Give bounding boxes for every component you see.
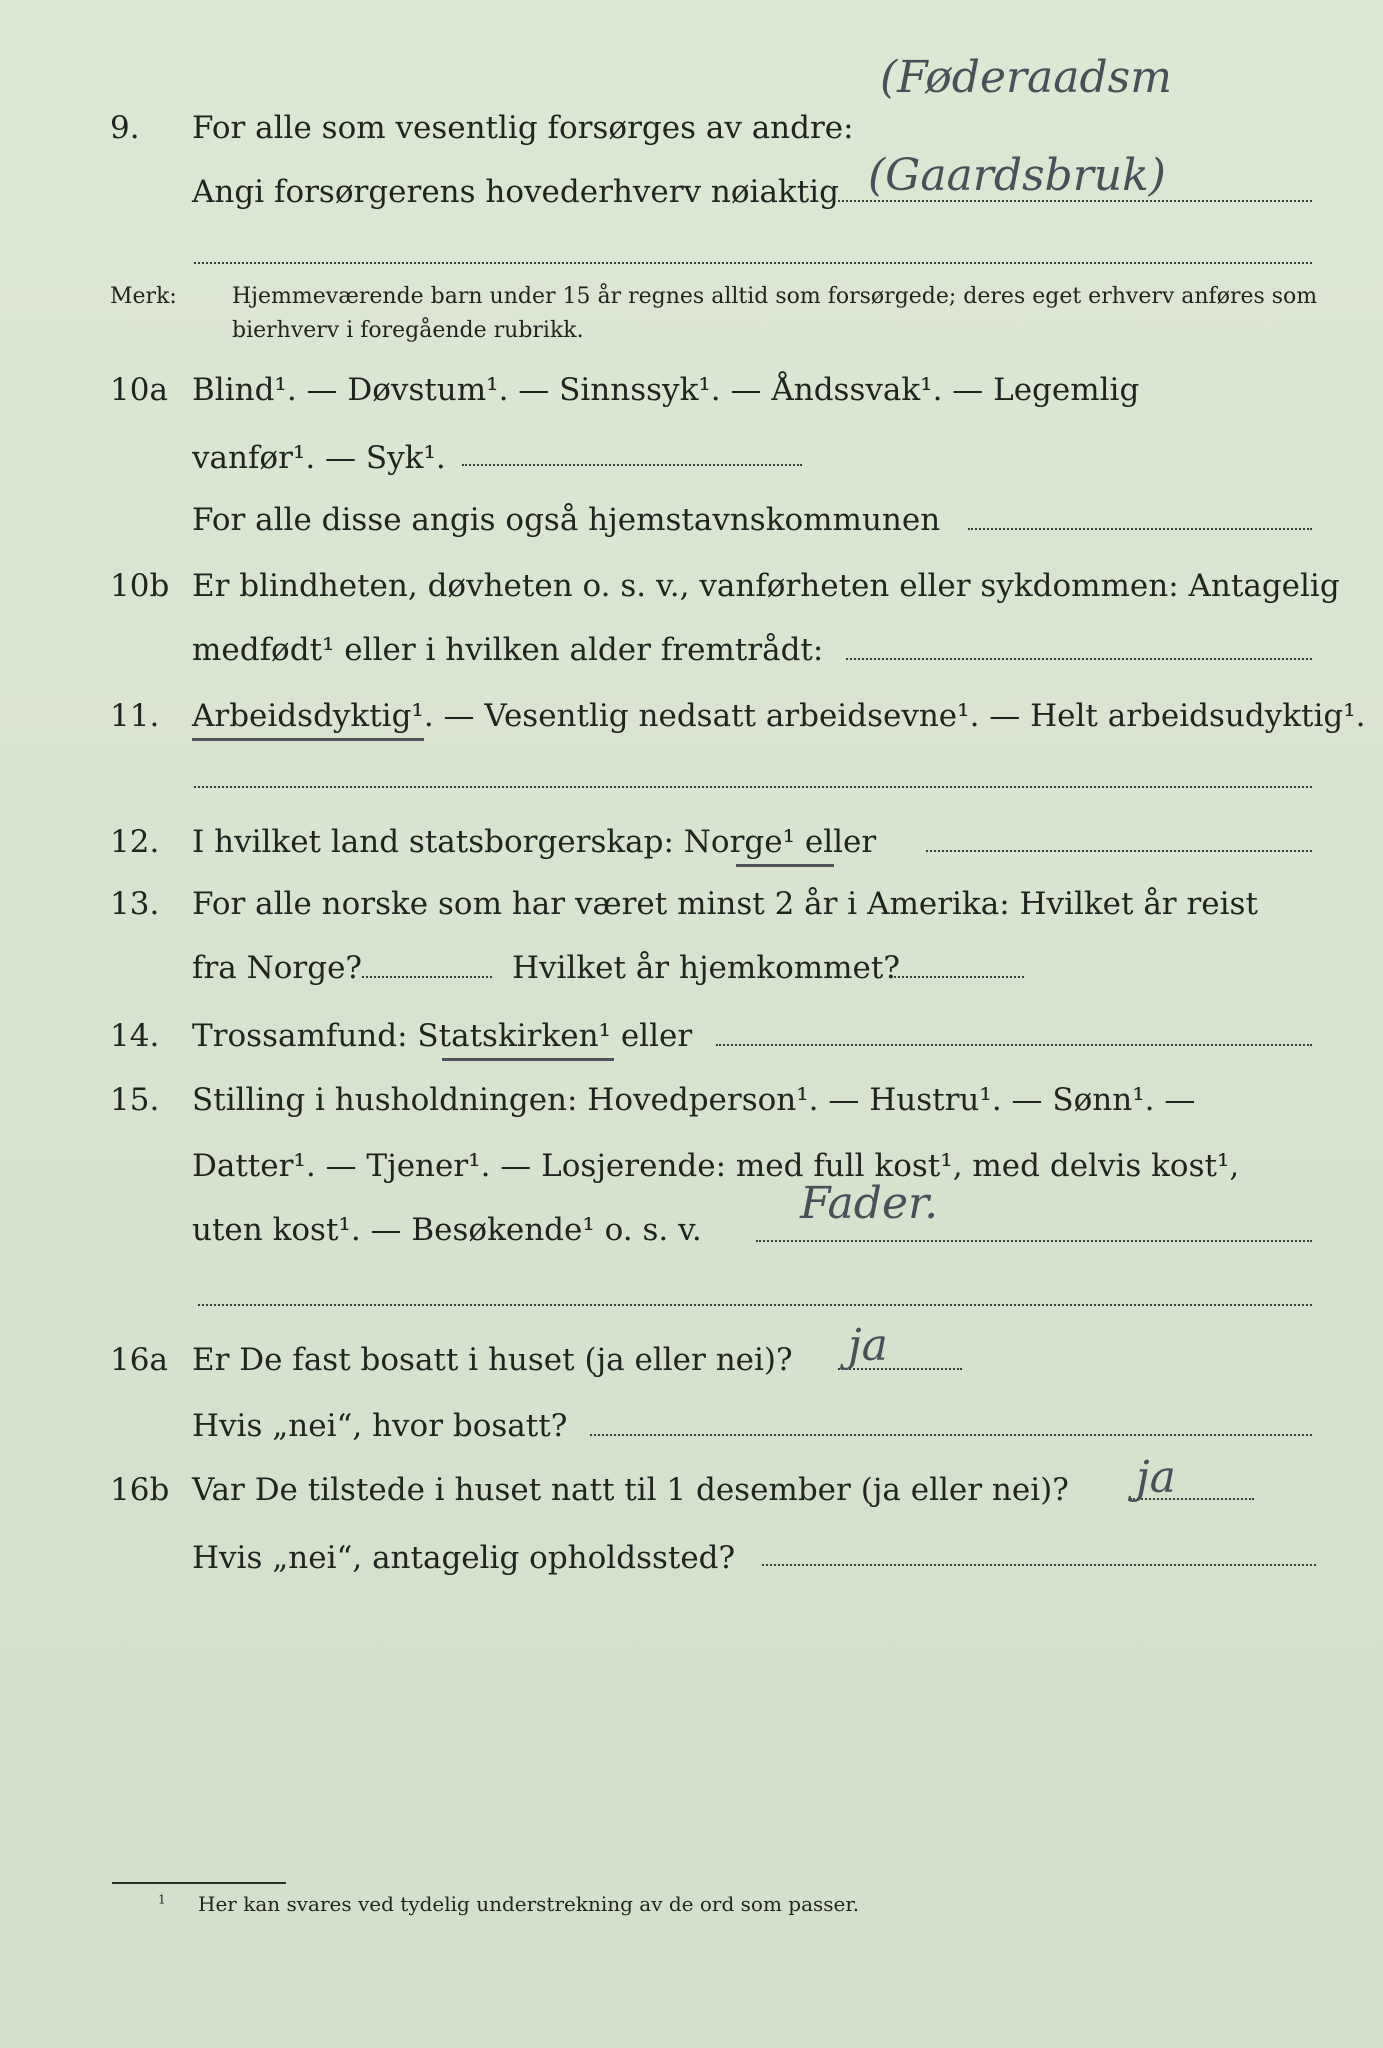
q9-number: 9.	[110, 110, 140, 146]
q16a-text-line1: Er De fast bosatt i huset (ja eller nei)?	[192, 1342, 793, 1378]
q9-text-line2: Angi forsørgerens hovederhverv nøiaktig	[192, 174, 839, 210]
q16b-text-line1: Var De tilstede i huset natt til 1 desember (ja eller nei)?	[192, 1472, 1069, 1508]
q12-line1	[0, 812, 1383, 872]
q10a-text-line3: For alle disse angis også hjemstavnskommunen	[192, 502, 941, 538]
q16a-line1	[0, 1330, 1383, 1390]
q16a-handwriting: ja	[848, 1320, 888, 1371]
q13-text-line2b: Hvilket år hjemkommet?	[512, 950, 900, 986]
q13-number: 13.	[110, 886, 160, 922]
q13-line1	[0, 874, 1383, 934]
q14-number: 14.	[110, 1018, 160, 1054]
q10a-syk-fill[interactable]	[462, 464, 802, 466]
q15-line3	[0, 1200, 1383, 1260]
q10b-text-line2: medfødt¹ eller i hvilken alder fremtrådt:	[192, 632, 824, 668]
q10a-kommune-fill[interactable]	[968, 528, 1312, 530]
footnote-mark: 1	[158, 1892, 166, 1907]
footnote-text: Her kan svares ved tydelig understrekning av de ord som passer.	[198, 1892, 860, 1916]
q10b-fill[interactable]	[846, 658, 1312, 660]
q16a-line2	[0, 1396, 1383, 1456]
q9-line1	[0, 98, 1383, 158]
q15-extra-line	[198, 1304, 1312, 1306]
q11-extra-line	[194, 786, 1312, 788]
q11-answer-underline	[192, 738, 424, 741]
q11-text-line1: Arbeidsdyktig¹. — Vesentlig nedsatt arbeidsevne¹. — Helt arbeidsudyktig¹.	[192, 698, 1366, 734]
q15-number: 15.	[110, 1082, 160, 1118]
q10a-text-line1: Blind¹. — Døvstum¹. — Sinnssyk¹. — Åndssvak¹. — Legemlig	[192, 372, 1140, 408]
q10b-line1	[0, 556, 1383, 616]
q11-number: 11.	[110, 698, 160, 734]
q16b-text-line2: Hvis „nei“, antagelig opholdssted?	[192, 1540, 736, 1576]
q14-text-line1: Trossamfund: Statskirken¹ eller	[192, 1018, 693, 1054]
q10a-line1	[0, 360, 1383, 420]
q9-handwriting-2: (Gaardsbruk)	[868, 150, 1166, 201]
q9-handwriting-1: (Føderaadsm	[880, 52, 1172, 103]
q15-text-line1: Stilling i husholdningen: Hovedperson¹. — Hustru¹. — Sønn¹. —	[192, 1082, 1196, 1118]
q13-hjemkommet-fill[interactable]	[894, 976, 1024, 978]
q10b-text-line1: Er blindheten, døvheten o. s. v., vanførheten eller sykdommen: Antagelig	[192, 568, 1340, 604]
q11-line1	[0, 686, 1383, 746]
q9-extra-line	[194, 262, 1312, 264]
q9-text-line1: For alle som vesentlig forsørges av andre:	[192, 110, 854, 146]
q10a-text-line2: vanfør¹. — Syk¹.	[192, 440, 446, 476]
q10a-line3	[0, 490, 1383, 550]
q16b-handwriting: ja	[1136, 1452, 1176, 1503]
merk-label: Merk:	[110, 284, 177, 309]
q16a-number: 16a	[110, 1342, 168, 1378]
q16b-number: 16b	[110, 1472, 170, 1508]
q14-line1	[0, 1006, 1383, 1066]
q16b-line2	[0, 1528, 1383, 1588]
q16a-bosatt-fill[interactable]	[590, 1434, 1312, 1436]
q10a-line2	[0, 428, 1383, 488]
footnote-rule	[112, 1882, 286, 1884]
q15-line1	[0, 1070, 1383, 1130]
footnote	[158, 1892, 859, 1916]
q12-text-line1: I hvilket land statsborgerskap: Norge¹ eller	[192, 824, 877, 860]
q10a-number: 10a	[110, 372, 168, 408]
q15-text-line2: Datter¹. — Tjener¹. — Losjerende: med full kost¹, med delvis kost¹,	[192, 1148, 1240, 1184]
q13-line2	[0, 938, 1383, 998]
merk-text: Hjemmeværende barn under 15 år regnes alltid som forsørgede; deres eget erhverv anføres som bierhverv i foregående rubrikk.	[232, 284, 1318, 343]
q13-text-line1: For alle norske som har været minst 2 år i Amerika: Hvilket år reist	[192, 886, 1258, 922]
q13-text-line2a: fra Norge?	[192, 950, 363, 986]
q14-fill[interactable]	[716, 1044, 1312, 1046]
q13-reist-fill[interactable]	[362, 976, 492, 978]
q12-fill[interactable]	[926, 850, 1312, 852]
q15-text-line3: uten kost¹. — Besøkende¹ o. s. v.	[192, 1212, 702, 1248]
q10b-line2	[0, 620, 1383, 680]
q16b-opholdssted-fill[interactable]	[762, 1564, 1316, 1566]
q15-fill[interactable]	[756, 1240, 1312, 1242]
q15-line2	[0, 1136, 1383, 1196]
q9-line2	[0, 162, 1383, 222]
q10b-number: 10b	[110, 568, 170, 604]
q14-answer-underline	[442, 1058, 614, 1061]
q16a-text-line2: Hvis „nei“, hvor bosatt?	[192, 1408, 568, 1444]
q15-handwriting: Fader.	[800, 1178, 939, 1229]
q12-number: 12.	[110, 824, 160, 860]
q12-answer-underline	[736, 864, 834, 867]
